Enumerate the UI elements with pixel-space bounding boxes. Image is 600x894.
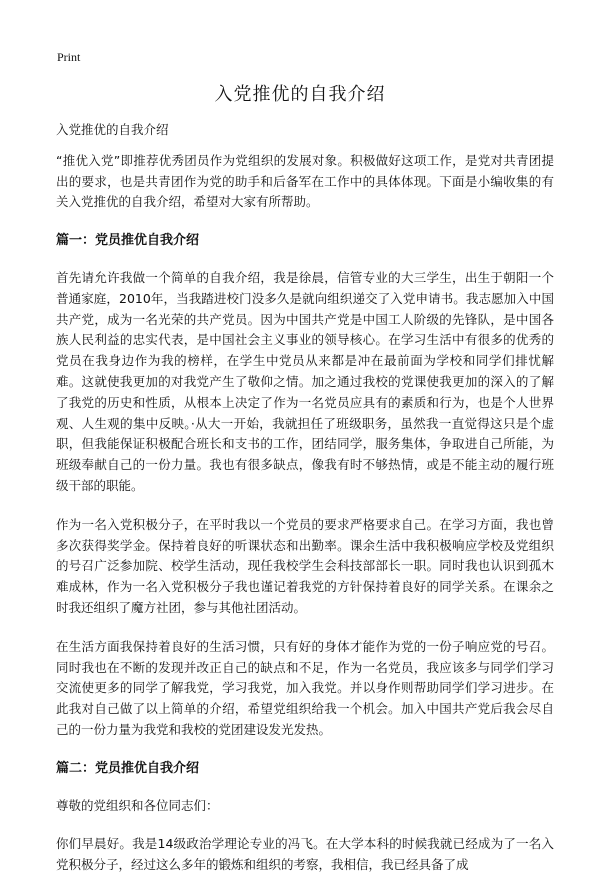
page-title: 入党推优的自我介绍 [214, 84, 386, 105]
section-1-paragraph-1: 首先请允许我做一个简单的自我介绍，我是徐晨，信管专业的大三学生，出生于朝阳一个普通家庭，2010年，当我踏进校门没多久是就向组织递交了入党申请书。我志愿加入中国共产党，成为一名光荣的共产党员。因为中国共产党是中国工人阶级的先锋队，是中国各族人民利益的忠实代表，是中国社会主义事业的领导核心。在学习生活中有很多的优秀的党员在我身边作为我的榜样，在学生中党员从来都是冲在最前面为学校和同学们排忧解难。这就使我更加的对我党产生了敬仰之情。加之通过我校的党课使我更加的深入的了解了我党的历史和性质，从根本上决定了作为一名党员应具有的素质和行为，也是个人世界观、人生观的集中反映。·从大一开始，我就担任了班级职务，虽然我一直觉得这只是个虚职，但我能保证积极配合班长和支书的工作，团结同学，服务集体，争取进自己所能，为班级奉献自己的一份力量。我也有很多缺点，像我有时不够热情，或是不能主动的履行班级干部的职能。 [56, 269, 554, 493]
intro-paragraph: “推优入党”即推荐优秀团员作为党组织的发展对象。积极做好这项工作，是党对共青团提出的要求，也是共青团作为党的助手和后备军在工作中的具体体现。下面是小编收集的有关入党推优的自我介绍，希望对大家有所帮助。 [56, 152, 554, 210]
section-2-heading: 篇二：党员推优自我介绍 [56, 760, 200, 776]
document-subtitle: 入党推优的自我介绍 [56, 122, 169, 137]
document-body [56, 120, 554, 894]
section-2-paragraph-1: 你们早晨好。我是14级政治学理论专业的冯飞。在大学本科的时候我就已经成为了一名入党积极分子，经过这么多年的锻炼和组织的考察，我相信，我已经具备了成 [56, 836, 554, 873]
section-1-heading: 篇一：党员推优自我介绍 [56, 233, 200, 249]
section-1-paragraph-2: 作为一名入党积极分子，在平时我以一个党员的要求严格要求自己。在学习方面，我也曾多次获得奖学金。保持着良好的听课状态和出勤率。课余生活中我积极响应学校及党组织的号召广泛参加院、校学生活动，现任我校学生会科技部部长一职。同时我也认识到孤木难成林，作为一名入党积极分子我也谨记着我党的方针保持着良好的同学关系。在课余之时我还组织了魔方社团，参与其他社团活动。 [56, 516, 554, 615]
print-label: Print [57, 50, 81, 64]
section-2-greeting: 尊敬的党组织和各位同志们： [56, 797, 219, 813]
section-1-paragraph-3: 在生活方面我保持着良好的生活习惯，只有好的身体才能作为党的一份子响应党的号召。同时我也在不断的发现并改正自己的缺点和不足，作为一名党员，我应该多与同学们学习交流使更多的同学了解我党，学习我党，加入我党。并以身作则帮助同学们学习进步。在此我对自己做了以上简单的介绍，希望党组织给我一个机会。加入中国共产党后我会尽自己的一份力量为我党和我校的党团建设发光发热。 [56, 638, 554, 737]
